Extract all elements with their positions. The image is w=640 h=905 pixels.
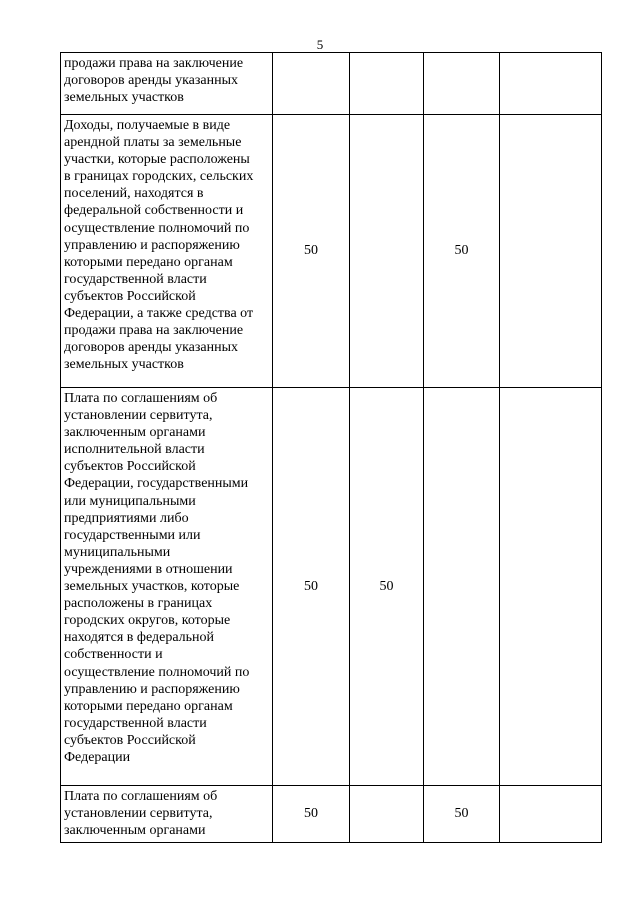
percent-cell-col-1: 50 [273, 388, 350, 786]
description-line: исполнительной власти [64, 442, 205, 458]
percent-cell-col-3: 50 [424, 786, 500, 843]
percent-cell-col-4 [500, 115, 602, 388]
description-line: договоров аренды указанных [64, 73, 239, 89]
revenue-distribution-table [60, 52, 602, 843]
description-line: управлению и распоряжению [64, 681, 240, 697]
description-line: которыми передано органам [64, 698, 233, 714]
description-line: находятся в федеральной [64, 630, 215, 646]
description-line: предприятиями либо [64, 510, 189, 526]
description-line: договоров аренды указанных [64, 340, 239, 356]
description-line: муниципальными [64, 544, 171, 560]
percent-cell-col-2 [350, 786, 424, 843]
revenue-description-cell [61, 786, 273, 843]
description-line: государственной власти [64, 271, 207, 287]
description-line: в границах городских, сельских [64, 169, 254, 185]
description-line: участки, которые расположены [64, 152, 250, 168]
table-row [61, 53, 602, 115]
percent-cell-col-1 [273, 53, 350, 115]
percent-cell-col-3 [424, 53, 500, 115]
percent-cell-col-4 [500, 53, 602, 115]
description-line: поселений, находятся в [64, 186, 204, 202]
description-line: учреждениями в отношении [64, 561, 233, 577]
description-line: или муниципальными [64, 493, 196, 509]
description-line: земельных участков [64, 357, 184, 373]
percent-cell-col-3: 50 [424, 115, 500, 388]
description-line: управлению и распоряжению [64, 237, 240, 253]
description-line: Федерации [64, 749, 131, 765]
percent-cell-col-1: 50 [273, 115, 350, 388]
percent-cell-col-4 [500, 786, 602, 843]
description-line: заключенным органами [64, 823, 206, 839]
description-line: заключенным органами [64, 425, 206, 441]
description-line: арендной платы за земельные [64, 135, 242, 151]
percent-cell-col-4 [500, 388, 602, 786]
revenue-description-cell [61, 388, 273, 786]
table-row [61, 115, 602, 388]
percent-cell-col-2 [350, 53, 424, 115]
description-line: субъектов Российской [64, 459, 196, 475]
description-line: государственной власти [64, 715, 207, 731]
description-line: Федерации, а также средства от [64, 306, 254, 322]
percent-cell-col-2: 50 [350, 388, 424, 786]
percent-cell-col-3 [424, 388, 500, 786]
description-line: земельных участков, которые [64, 579, 240, 595]
description-line: которыми передано органам [64, 254, 233, 270]
percent-cell-col-2 [350, 115, 424, 388]
description-line: Плата по соглашениям об [64, 789, 218, 804]
description-line: Федерации, государственными [64, 476, 249, 492]
description-line: осуществление полномочий по [64, 220, 250, 236]
table-row [61, 388, 602, 786]
revenue-description-cell [61, 53, 273, 115]
description-line: расположены в границах [64, 596, 213, 612]
description-line: Плата по соглашениям об [64, 391, 218, 406]
description-line: собственности и [64, 647, 163, 663]
description-line: продажи права на заключение [64, 56, 244, 71]
description-line: осуществление полномочий по [64, 664, 250, 680]
revenue-description-cell [61, 115, 273, 388]
description-line: федеральной собственности и [64, 203, 244, 219]
description-line: продажи права на заключение [64, 323, 244, 339]
description-line: городских округов, которые [64, 613, 231, 629]
description-line: субъектов Российской [64, 732, 196, 748]
description-line: земельных участков [64, 90, 184, 106]
table-row [61, 786, 602, 843]
description-line: установлении сервитута, [64, 408, 213, 424]
description-line: государственными или [64, 527, 201, 543]
percent-cell-col-1: 50 [273, 786, 350, 843]
description-line: установлении сервитута, [64, 806, 213, 822]
description-line: субъектов Российской [64, 288, 196, 304]
description-line: Доходы, получаемые в виде [64, 118, 231, 133]
page-number: 5 [316, 37, 324, 52]
